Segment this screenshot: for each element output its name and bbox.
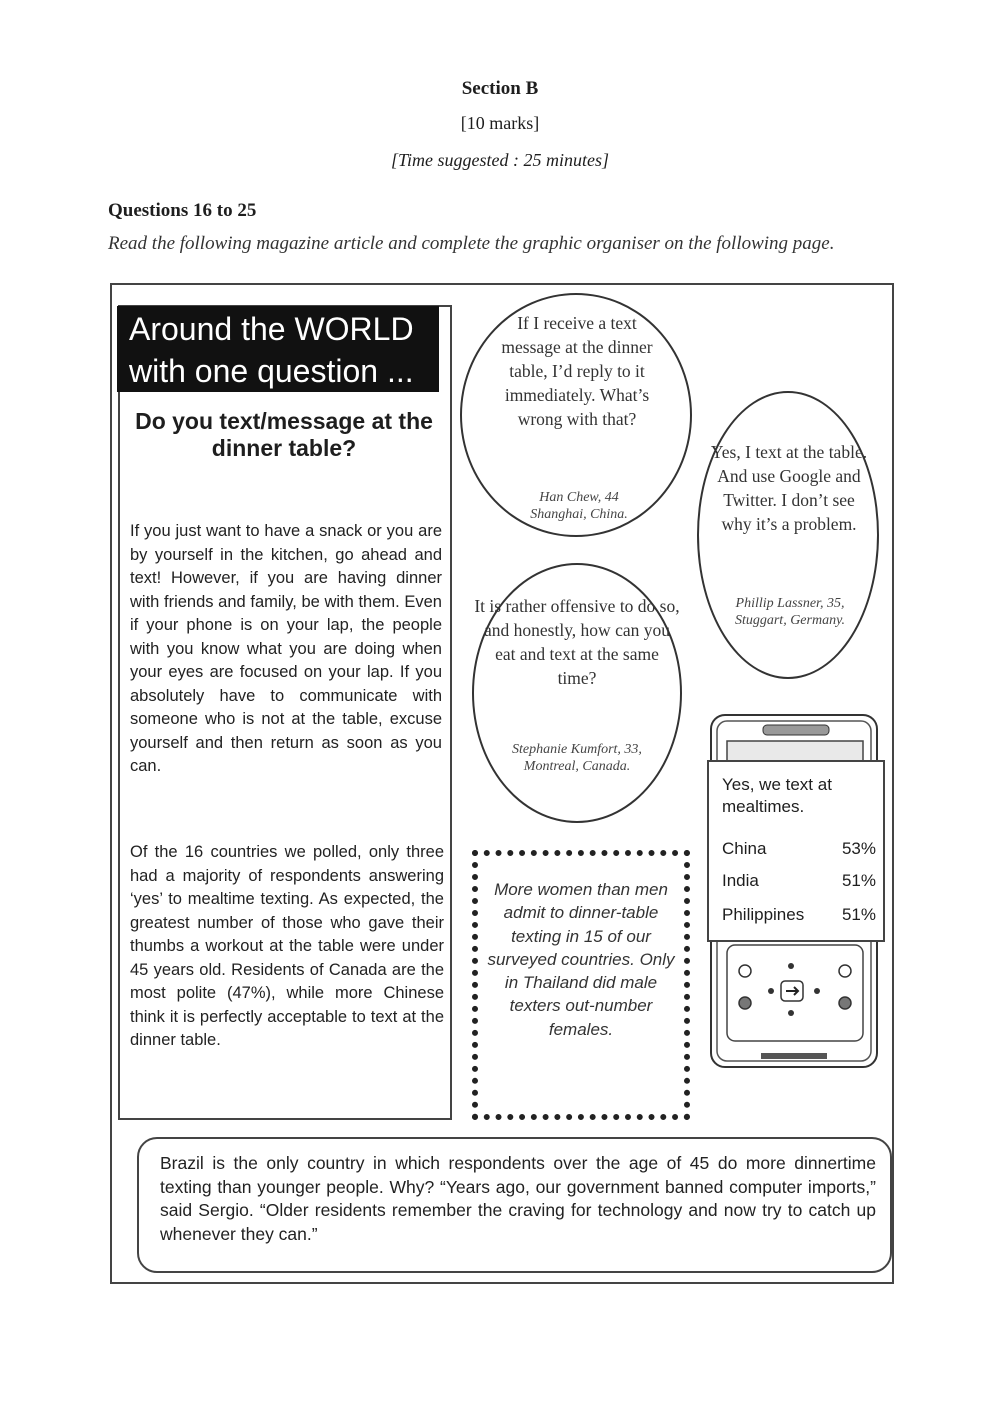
quote-text-3: It is rather offensive to do so, and honestly, how can you eat and text at the same time? bbox=[474, 596, 680, 688]
quote-place-1: Shanghai, China. bbox=[530, 507, 628, 522]
banner-line-2: with one question ... bbox=[129, 353, 414, 389]
quote-attribution-3 bbox=[484, 741, 670, 775]
quote-name-2: Phillip Lassner, 35, bbox=[735, 596, 845, 611]
women-fact-text: More women than men admit to dinner-table texting in 15 of our surveyed countries. Only in Thailand did male texters out-number females. bbox=[487, 880, 675, 1039]
quote-place-2: Stuggart, Germany. bbox=[734, 613, 846, 628]
article-paragraph-2: Of the 16 countries we polled, only three had a majority of respondents answering ‘yes’ to mealtime texting. As expected, the greatest number of those who gave their thumbs a workout at the table were under 45 years old. Residents of Canada are the most polite (47%), while more Chinese think it is perfectly acceptable to text at the dinner table. bbox=[130, 843, 444, 1049]
phone-bottom-label bbox=[761, 1053, 827, 1059]
poll-percent-india: 51% bbox=[841, 871, 876, 890]
questions-heading: Questions 16 to 25 bbox=[108, 200, 257, 221]
poll-country-india: India bbox=[722, 871, 759, 890]
article-paragraph-1: If you just want to have a snack or you are by yourself in the kitchen, go ahead and text! However, if you are having dinner with friends and family, be with them. Even if your phone is on your lap, the people with you know what you are doing when your eyes are focused on your lap. If you absolutely have to communicate with someone who is not at the table, excuse yourself and then return as soon as you can. bbox=[130, 522, 442, 775]
poll-title: Yes, we text at mealtimes. bbox=[722, 775, 832, 816]
marks-label: [10 marks] bbox=[460, 113, 540, 133]
poll-percent-philippines: 51% bbox=[841, 905, 876, 924]
quote-attribution-1 bbox=[498, 489, 660, 523]
quote-name-1: Han Chew, 44 bbox=[539, 490, 619, 505]
poll-percent-china: 53% bbox=[841, 839, 876, 858]
quote-place-3: Montreal, Canada. bbox=[523, 759, 631, 774]
poll-country-china: China bbox=[722, 839, 767, 858]
article-question: Do you text/message at the dinner table? bbox=[135, 408, 433, 461]
article-banner bbox=[117, 306, 439, 392]
quote-text-2: Yes, I text at the table. And use Google and Twitter. I don’t see why it’s a problem. bbox=[710, 442, 868, 534]
quote-text-1: If I receive a text message at the dinner table, I’d reply to it immediately. What’s wrong with that? bbox=[501, 313, 653, 429]
phone-speaker bbox=[763, 725, 829, 735]
quote-attribution-2 bbox=[710, 595, 870, 629]
poll-country-philippines: Philippines bbox=[722, 905, 805, 924]
section-title: Section B bbox=[461, 78, 539, 99]
brazil-text: Brazil is the only country in which respondents over the age of 45 do more dinnertime texting than younger people. Why? “Years ago, our government banned computer imports,” said Sergio. “Older residents remember the craving for technology and now try to catch up whenever they can.” bbox=[160, 1153, 876, 1244]
time-suggested: [Time suggested : 25 minutes] bbox=[391, 150, 609, 170]
quote-name-3: Stephanie Kumfort, 33, bbox=[512, 742, 642, 757]
banner-line-1: Around the WORLD bbox=[129, 311, 414, 347]
instruction-text: Read the following magazine article and complete the graphic organiser on the following page. bbox=[108, 233, 835, 254]
